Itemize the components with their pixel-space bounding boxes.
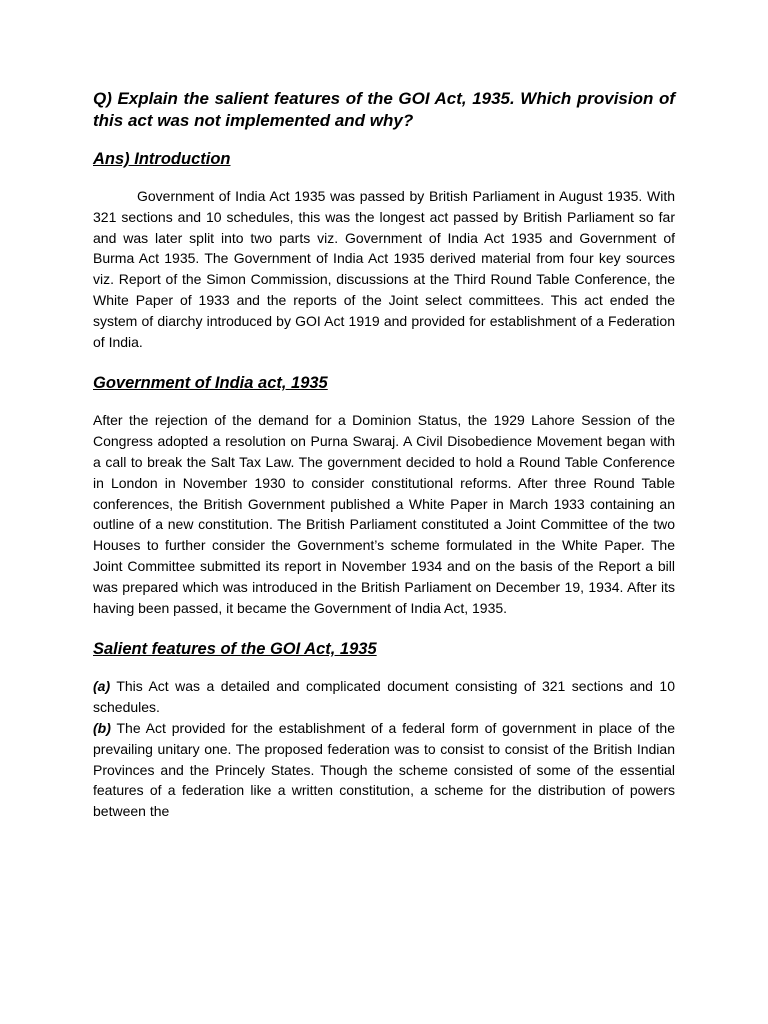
feature-text: This Act was a detailed and complicated document consisting of 321 sections and 10 schedules. xyxy=(93,678,675,716)
feature-marker: (a) xyxy=(93,678,111,695)
goi-act-heading: Government of India act, 1935 xyxy=(93,374,328,393)
intro-heading: Ans) Introduction xyxy=(93,150,231,168)
feature-marker: (b) xyxy=(93,719,111,736)
document-page xyxy=(93,88,675,822)
intro-paragraph: Government of India Act 1935 was passed by British Parliament in August 1935. With 321 sections and 10 schedules, this was the longest act passed by British Parliament so far and was later split into two parts viz. Government of India Act 1935 and Government of Burma Act 1935. The Government of India Act 1935 derived material from four key sources viz. Report of the Simon Commission, discussions at the Third Round Table Conference, the White Paper of 1933 and the reports of the Joint select committees. This act ended the system of diarchy introduced by GOI Act 1919 and provided for establishment of a Federation of India. xyxy=(93,188,675,350)
feature-item-a xyxy=(93,676,675,718)
question-heading: Q) Explain the salient features of the GOI Act, 1935. Which provision of this act was not implemented and why? xyxy=(93,89,675,130)
feature-item-b xyxy=(93,718,675,822)
feature-text: The Act provided for the establishment of a federal form of government in place of the prevailing unitary one. The proposed federation was to consist to consist of the British Indian Provinces and the Princely States. Though the scheme consisted of some of the essential features of a federation like a written constitution, a scheme for the distribution of powers between the xyxy=(93,719,675,820)
goi-act-paragraph: After the rejection of the demand for a Dominion Status, the 1929 Lahore Session of the Congress adopted a resolution on Purna Swaraj. A Civil Disobedience Movement began with a call to break the Salt Tax Law. The government decided to hold a Round Table Conference in London in November 1930 to consider constitutional reforms. After three Round Table conferences, the British Government published a White Paper in March 1933 containing an outline of a new constitution. The British Parliament constituted a Joint Committee of the two Houses to further consider the Government’s scheme formulated in the White Paper. The Joint Committee submitted its report in November 1934 and on the basis of the Report a bill was prepared which was introduced in the British Parliament on December 19, 1934. After its having been passed, it became the Government of India Act, 1935. xyxy=(93,412,675,616)
salient-features-heading: Salient features of the GOI Act, 1935 xyxy=(93,640,377,659)
